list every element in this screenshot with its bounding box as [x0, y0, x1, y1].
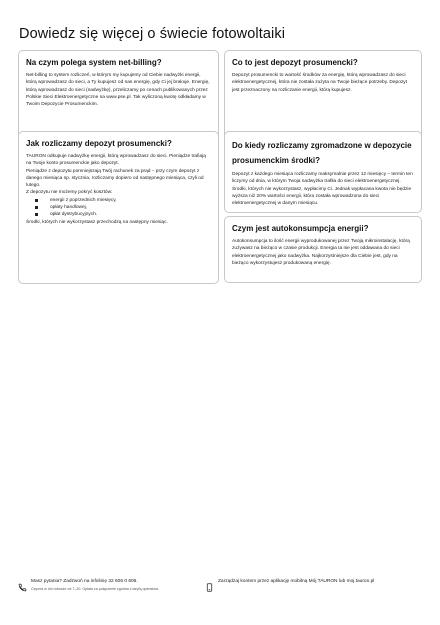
card-do-kiedy-rozliczamy [224, 131, 422, 213]
card-text: Autokonsumpcja to ilość energii wyprodukowanej przez Twoją mikroinstalację, którą zużywasz na bieżąco w czasie produkcji. Energia ta nie jest oddawana do sieci elektroenergetycznej jako nadwyżka. Najkorzystniejsze dla Ciebie jest, gdy na bieżąco wykorzystujesz produkowaną energię. [232, 239, 410, 266]
bullet-list [26, 197, 211, 219]
list-item: opłaty handlowej, [26, 204, 211, 211]
list-item: energii z poprzednich miesięcy, [26, 197, 211, 204]
paragraph: Pieniądze z depozytu pomniejszają Twój rachunek za prąd – przy czym depozyt z danego miesiąca np. stycznia, rozliczamy dopiero od następnego miesiąca, czyli od lutego. [26, 168, 204, 189]
card-text: Depozyt prosumencki to wartość środków za energię, którą wprowadzasz do sieci elektroenergetycznej, która nie została zużyta na Twoje bieżące potrzeby. Depozyt jest przeznaczony na rozliczanie energii, którą kupujesz. [232, 73, 408, 93]
card-title: Do kiedy rozliczamy zgromadzone w depozycie prosumenckim środki? [232, 141, 412, 165]
card-rozliczanie-depozytu [18, 131, 219, 284]
card-text [26, 153, 211, 226]
paragraph: TAURON odkupuje nadwyżkę energii, którą wprowadzasz do sieci. Pieniądze trafiają na Twoje konto prosumenckie jako depozyt. [26, 154, 206, 167]
footer [18, 578, 422, 598]
card-text: Net-billing to system rozliczeń, w którym my kupujemy od Ciebie nadwyżki energii, którą wprowadzasz do sieci, a Ty kupujesz od nas energię, gdy Ci jej brakuje. Energię, którą wprowadzasz do sieci (nadwyżkę), przeliczamy po cenach publikowanych przez Polskie Sieci Elektroenergetyczne na www.pse.pl. Tak wyliczoną kwotę odkładamy w Twoim Depozycie Prosumenckim. [26, 73, 210, 108]
phone-text: Masz pytania? Zadzwoń na infolinię 32 606 0 606. [31, 579, 138, 584]
phone-note: Czynna w dni robocze od 7–20. Opłata za połączenie zgodna z taryfą operatora. [31, 587, 159, 591]
list-item: opłat dystrybucyjnych. [26, 211, 211, 218]
card-title: Na czym polega system net-billing? [26, 58, 162, 67]
paragraph: Z depozytu nie możemy pokryć kosztów: [26, 190, 113, 196]
card-title: Co to jest depozyt prosumencki? [232, 58, 358, 67]
mobile-phone-icon [205, 579, 214, 588]
card-autokonsumpcja [224, 216, 422, 283]
phone-icon [18, 579, 27, 588]
card-title: Czym jest autokonsumpcja energii? [232, 224, 369, 233]
card-text: Depozyt z każdego miesiąca rozliczamy maksymalnie przez 12 miesięcy – termin ten liczymy od dnia, w którym Twoja nadwyżka trafiła do sieci elektroenergetycznej. Środki, których nie wykorzystasz, wypłacimy Ci. Jednak wypłacana kwota nie będzie wyższa niż 20% wartości energii, która została wprowadzona do sieci elektroenergetycznej w danym miesiącu. [232, 172, 413, 207]
app-text: Zarządzaj kontem przez aplikację mobilną Mój TAURON lub moj.tauron.pl [218, 579, 375, 584]
paragraph: Środki, których nie wykorzystasz przechodzą na następny miesiąc. [26, 219, 168, 225]
card-title: Jak rozliczamy depozyt prosumencki? [26, 139, 172, 148]
page-title: Dowiedz się więcej o świecie fotowoltaiki [19, 26, 286, 42]
